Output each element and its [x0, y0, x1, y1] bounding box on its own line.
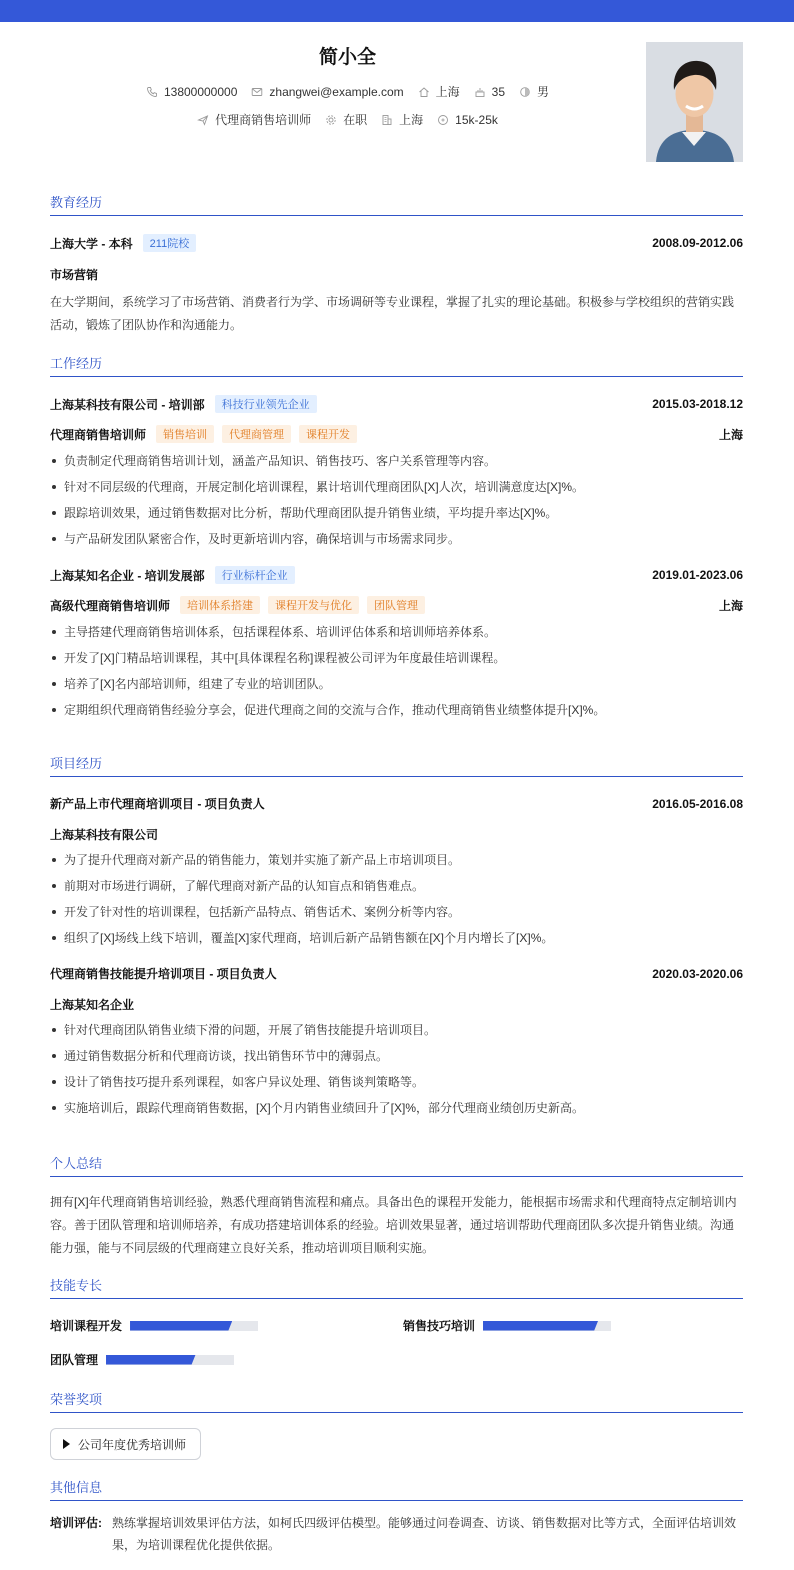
company-title [50, 395, 317, 413]
building-icon [381, 114, 393, 126]
list-item: 前期对市场进行调研，了解代理商对新产品的认知盲点和销售难点。 [50, 873, 743, 899]
skill-bar [483, 1321, 611, 1331]
salary-text: 15k-25k [455, 112, 498, 127]
award-text: 公司年度优秀培训师 [78, 1437, 187, 1452]
skill-item [50, 1317, 258, 1334]
status-info [325, 111, 367, 128]
summary-title: 个人总结 [50, 1153, 743, 1177]
city-info [418, 83, 460, 100]
other-info-row [50, 1512, 743, 1556]
gender-text: 男 [537, 85, 550, 99]
list-item: 实施培训后，跟踪代理商销售数据，[X]个月内销售业绩回升了[X]%，部分代理商业绩创历史新高。 [50, 1095, 743, 1121]
email-info [251, 85, 403, 99]
list-item: 主导搭建代理商销售培训体系，包括课程体系、培训评估体系和培训师培养体系。 [50, 619, 743, 645]
work-bullets [50, 619, 743, 723]
skill-name: 销售技巧培训 [403, 1319, 476, 1333]
project-title: 项目经历 [50, 753, 743, 777]
cake-icon [474, 86, 486, 98]
project-name: 代理商销售技能提升培训项目 - 项目负责人 [50, 967, 277, 981]
company-name: 上海某知名企业 - 培训发展部 [50, 568, 205, 583]
home-icon [418, 86, 430, 98]
list-item: 与产品研发团队紧密合作，及时更新培训内容，确保培训与市场需求同步。 [50, 526, 743, 552]
other-label: 培训评估: [50, 1516, 102, 1530]
gender-icon [519, 86, 531, 98]
work-bullets [50, 448, 743, 552]
awards-section [50, 1389, 743, 1460]
role-name: 高级代理商销售培训师 [50, 598, 171, 613]
role-row [50, 596, 743, 614]
list-item: 跟踪培训效果，通过销售数据对比分析，帮助代理商团队提升销售业绩，平均提升率达[X]%。 [50, 500, 743, 526]
salary-info [437, 113, 498, 127]
school-title [50, 234, 196, 252]
skill-bar-fill [106, 1355, 196, 1365]
work-header-row [50, 566, 743, 584]
skill-tag: 销售培训 [156, 425, 214, 443]
list-item: 开发了[X]门精品培训课程，其中[具体课程名称]课程被公司评为年度最佳培训课程。 [50, 645, 743, 671]
skill-name: 团队管理 [50, 1353, 99, 1367]
skill-tag: 课程开发 [299, 425, 357, 443]
phone-icon [146, 86, 158, 98]
skill-tag: 团队管理 [367, 596, 425, 614]
list-item: 开发了针对性的培训课程，包括新产品特点、销售话术、案例分析等内容。 [50, 899, 743, 925]
skills-title: 技能专长 [50, 1275, 743, 1299]
list-item: 通过销售数据分析和代理商访谈，找出销售环节中的薄弱点。 [50, 1043, 743, 1069]
play-icon [63, 1439, 70, 1449]
contact-row [50, 83, 645, 100]
work-date: 2019.01-2023.06 [652, 568, 743, 582]
summary-section [50, 1153, 743, 1260]
project-header-row [50, 965, 743, 982]
other-section [50, 1477, 743, 1556]
awards-title: 荣誉奖项 [50, 1389, 743, 1413]
project-bullets [50, 1017, 743, 1121]
skill-bar [106, 1355, 234, 1365]
education-desc: 在大学期间，系统学习了市场营销、消费者行为学、市场调研等专业课程，掌握了扎实的理论基础。积极参与学校组织的营销实践活动，锻炼了团队协作和沟通能力。 [50, 295, 735, 332]
role-row [50, 425, 743, 443]
work-city-text: 上海 [399, 113, 424, 127]
list-item: 设计了销售技巧提升系列课程，如客户异议处理、销售谈判策略等。 [50, 1069, 743, 1095]
skill-tag: 代理商管理 [222, 425, 291, 443]
role-tags [180, 596, 425, 614]
work-header-row [50, 395, 743, 413]
other-title: 其他信息 [50, 1477, 743, 1501]
phone-info [146, 85, 237, 99]
mail-icon [251, 86, 263, 98]
school-name: 上海大学 - 本科 [50, 236, 133, 251]
education-date: 2008.09-2012.06 [652, 236, 743, 250]
company-tag: 行业标杆企业 [215, 566, 295, 584]
education-major: 市场营销 [50, 268, 99, 282]
project-bullets [50, 847, 743, 951]
avatar-photo [646, 42, 743, 162]
work-city: 上海 [718, 427, 743, 442]
list-item: 针对不同层级的代理商，开展定制化培训课程，累计培训代理商团队[X]人次，培训满意度达[X]%。 [50, 474, 743, 500]
job-target-info [197, 111, 311, 128]
award-item[interactable] [50, 1428, 201, 1460]
skill-tag: 课程开发与优化 [268, 596, 359, 614]
job-intent-row [50, 111, 645, 128]
work-section [50, 353, 743, 723]
list-item: 负责制定代理商销售培训计划，涵盖产品知识、销售技巧、客户关系管理等内容。 [50, 448, 743, 474]
school-tag: 211院校 [143, 234, 197, 252]
skill-bar-fill [483, 1321, 598, 1331]
skill-tag: 培训体系搭建 [180, 596, 260, 614]
other-text: 熟练掌握培训效果评估方法，如柯氏四级评估模型。能够通过问卷调查、访谈、销售数据对比等方式，全面评估培训效果，为培训课程优化提供依据。 [112, 1516, 737, 1552]
skill-item [403, 1317, 611, 1334]
city-text: 上海 [435, 85, 460, 99]
work-item [50, 395, 743, 552]
portrait-icon [646, 42, 743, 162]
project-item [50, 795, 743, 951]
list-item: 培养了[X]名内部培训师，组建了专业的培训团队。 [50, 671, 743, 697]
project-org: 上海某科技有限公司 [50, 828, 159, 842]
work-item [50, 566, 743, 723]
work-title: 工作经历 [50, 353, 743, 377]
phone-text: 13800000000 [163, 84, 238, 99]
role-name: 代理商销售培训师 [50, 427, 147, 442]
work-city-info [381, 111, 423, 128]
project-item [50, 965, 743, 1121]
status-text: 在职 [343, 113, 368, 127]
project-header-row [50, 795, 743, 812]
coin-icon [437, 114, 449, 126]
send-icon [197, 114, 209, 126]
project-date: 2020.03-2020.06 [652, 966, 743, 981]
role-title [50, 425, 357, 443]
resume-header [50, 22, 743, 182]
resume-page [50, 22, 743, 1552]
role-tags [156, 425, 357, 443]
role-title [50, 596, 425, 614]
email-text: zhangwei@example.com [269, 84, 404, 99]
skill-bar [130, 1321, 258, 1331]
work-city: 上海 [718, 598, 743, 613]
list-item: 定期组织代理商销售经验分享会，促进代理商之间的交流与合作，推动代理商销售业绩整体提升[X]%。 [50, 697, 743, 723]
list-item: 组织了[X]场线上线下培训，覆盖[X]家代理商，培训后新产品销售额在[X]个月内增长了[X]%。 [50, 925, 743, 951]
list-item: 针对代理商团队销售业绩下滑的问题，开展了销售技能提升培训项目。 [50, 1017, 743, 1043]
project-org: 上海某知名企业 [50, 998, 135, 1012]
project-date: 2016.05-2016.08 [652, 796, 743, 811]
work-date: 2015.03-2018.12 [652, 397, 743, 411]
skill-item [50, 1351, 234, 1368]
company-tag: 科技行业领先企业 [215, 395, 317, 413]
education-title: 教育经历 [50, 192, 743, 216]
education-section [50, 192, 743, 337]
education-header-row [50, 234, 743, 252]
summary-text: 拥有[X]年代理商销售培训经验，熟悉代理商销售流程和痛点。具备出色的课程开发能力，能根据市场需求和代理商特点定制培训内容。善于团队管理和培训师培养，有成功搭建培训体系的经验。培训效果显著，通过培训帮助代理商团队多次提升销售业绩。沟通能力强，能与不同层级的代理商建立良好关系，推动培训项目顺利实施。 [50, 1195, 737, 1255]
skill-name: 培训课程开发 [50, 1319, 123, 1333]
job-target-text: 代理商销售培训师 [215, 113, 312, 127]
list-item: 为了提升代理商对新产品的销售能力，策划并实施了新产品上市培训项目。 [50, 847, 743, 873]
top-accent-bar [0, 0, 794, 22]
company-title [50, 566, 295, 584]
project-name: 新产品上市代理商培训项目 - 项目负责人 [50, 797, 265, 811]
candidate-name: 简小全 [318, 47, 376, 68]
gear-icon [325, 114, 337, 126]
age-text: 35 [491, 84, 506, 99]
age-info [474, 85, 505, 99]
skill-bar-fill [130, 1321, 232, 1331]
skills-section [50, 1275, 743, 1375]
project-section [50, 753, 743, 1121]
company-name: 上海某科技有限公司 - 培训部 [50, 397, 205, 412]
gender-info [519, 83, 549, 100]
